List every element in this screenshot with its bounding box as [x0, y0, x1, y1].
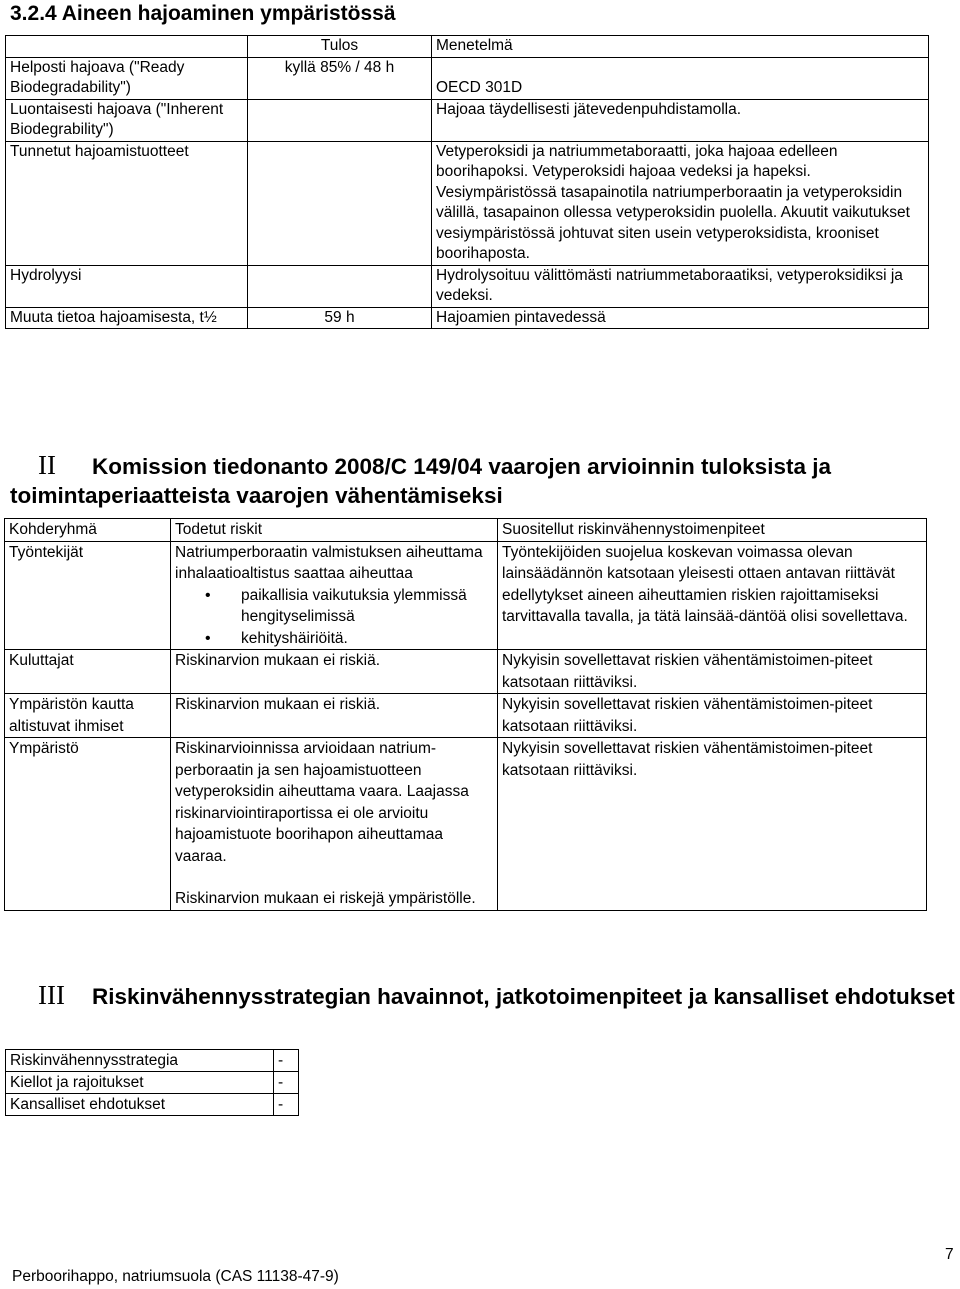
row-label: Luontaisesti hajoava ("Inherent Biodegrability") — [6, 99, 248, 141]
degradation-table — [5, 35, 929, 329]
table-row — [5, 541, 927, 650]
header-risks: Todetut riskit — [171, 519, 498, 542]
row-method: OECD 301D — [432, 57, 929, 99]
row-label: Kiellot ja rajoitukset — [6, 1072, 274, 1094]
row-method: Hydrolysoituu välittömästi natriummetaboraatiksi, vetyperoksidiksi ja vedeksi. — [432, 265, 929, 307]
list-item: • paikallisia vaikutuksia ylemmissä hengityselimissä — [241, 585, 493, 628]
list-item: • kehityshäiriöitä. — [241, 628, 493, 650]
row-risk — [171, 541, 498, 650]
row-value: - — [274, 1094, 299, 1116]
table-row — [5, 650, 927, 694]
table-row — [5, 738, 927, 911]
header-empty — [6, 36, 248, 58]
row-result — [248, 265, 432, 307]
footer-text: Perboorihappo, natriumsuola (CAS 11138-47-9) — [12, 1268, 339, 1285]
row-value: - — [274, 1072, 299, 1094]
row-label: Hydrolyysi — [6, 265, 248, 307]
row-label: Tunnetut hajoamistuotteet — [6, 141, 248, 265]
table-row — [6, 1050, 299, 1072]
table-header-row — [6, 36, 929, 58]
row-result: kyllä 85% / 48 h — [248, 57, 432, 99]
row-result — [248, 99, 432, 141]
table-row — [6, 307, 929, 329]
table-row — [6, 1072, 299, 1094]
row-measure: Nykyisin sovellettavat riskien vähentämistoimen-piteet katsotaan riittäviksi. — [498, 694, 927, 738]
row-label: Kansalliset ehdotukset — [6, 1094, 274, 1116]
row-method: Hajoaa täydellisesti jätevedenpuhdistamolla. — [432, 99, 929, 141]
row-group: Ympäristö — [5, 738, 171, 911]
row-risk: Riskinarvion mukaan ei riskiä. — [171, 650, 498, 694]
row-value: - — [274, 1050, 299, 1072]
table-row — [6, 99, 929, 141]
table-row — [6, 141, 929, 265]
risk-bullet-list — [175, 585, 493, 650]
row-result: 59 h — [248, 307, 432, 329]
roman-numeral-iii: III — [38, 980, 65, 1010]
risk-table — [4, 518, 927, 911]
row-group: Kuluttajat — [5, 650, 171, 694]
row-label: Helposti hajoava ("Ready Biodegradability") — [6, 57, 248, 99]
header-measures: Suositellut riskinvähennystoimenpiteet — [498, 519, 927, 542]
row-label: Riskinvähennysstrategia — [6, 1050, 274, 1072]
row-risk: Riskinarvion mukaan ei riskiä. — [171, 694, 498, 738]
roman-numeral-ii: II — [38, 450, 56, 480]
header-method: Menetelmä — [432, 36, 929, 58]
heading-commission — [10, 451, 955, 510]
header-target-group: Kohderyhmä — [5, 519, 171, 542]
heading-text: Riskinvähennysstrategian havainnot, jatkotoimenpiteet ja kansalliset ehdotukset — [92, 984, 955, 1009]
row-label: Muuta tietoa hajoamisesta, t½ — [6, 307, 248, 329]
section-heading: 3.2.4 Aineen hajoaminen ympäristössä — [10, 2, 396, 25]
risk-paragraph: Riskinarvioinnissa arvioidaan natrium-perboraatin ja sen hajoamistuotteen vetyperoksidin aiheuttama vaara. Laajassa riskinarviointiraportissa ei ole arvioitu hajoamistuote boorihapon aiheuttamaa vaaraa. — [175, 740, 469, 865]
row-method: Hajoamien pintavedessä — [432, 307, 929, 329]
table-header-row — [5, 519, 927, 542]
table-row — [6, 1094, 299, 1116]
heading-text: Komission tiedonanto 2008/C 149/04 vaarojen arvioinnin tuloksista ja toimintaperiaatteista vaarojen vähentämiseksi — [10, 454, 831, 508]
risk-intro: Natriumperboraatin valmistuksen aiheuttama inhalaatioaltistus saattaa aiheuttaa — [175, 543, 483, 582]
header-result: Tulos — [248, 36, 432, 58]
table-row — [6, 265, 929, 307]
heading-strategy — [10, 981, 955, 1011]
row-measure: Nykyisin sovellettavat riskien vähentämistoimen-piteet katsotaan riittäviksi. — [498, 650, 927, 694]
row-method: Vetyperoksidi ja natriummetaboraatti, joka hajoaa edelleen boorihapoksi. Vetyperoksidi hajoaa vedeksi ja hapeksi. Vesiympäristössä tasapainotila natriumperboraatin ja vetyperoksidin välillä, tasapainon ollessa vetyperoksidin puolella. Akuutit vaikutukset vesiympäristössä johtuvat siten usein vetyperoksidista, krooniset boorihaposta. — [432, 141, 929, 265]
row-risk — [171, 738, 498, 911]
row-group: Ympäristön kautta altistuvat ihmiset — [5, 694, 171, 738]
row-group: Työntekijät — [5, 541, 171, 650]
row-measure: Työntekijöiden suojelua koskevan voimassa olevan lainsäädännön katsotaan yleisesti ottaen antavan riittävät edellytykset aineen aiheuttamien riskien rajoittamiseksi tarvittavalla tavalla, ja tätä lainsää-däntöä olisi sovellettava. — [498, 541, 927, 650]
table-row — [5, 694, 927, 738]
risk-paragraph: Riskinarvion mukaan ei riskejä ympäristölle. — [175, 890, 476, 907]
row-result — [248, 141, 432, 265]
table-row — [6, 57, 929, 99]
strategy-table — [5, 1049, 299, 1116]
row-measure: Nykyisin sovellettavat riskien vähentämistoimen-piteet katsotaan riittäviksi. — [498, 738, 927, 911]
page-number: 7 — [945, 1246, 954, 1263]
